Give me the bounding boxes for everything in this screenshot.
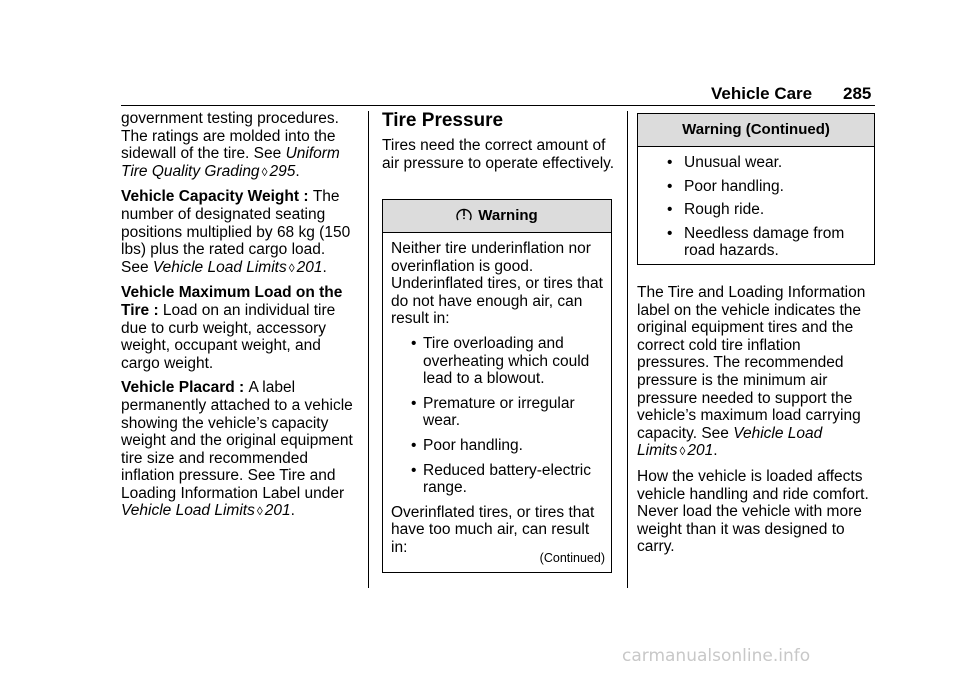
page-ref[interactable]: 201	[296, 258, 323, 276]
list-item: • Poor handling.	[411, 436, 523, 454]
ref-arrow-icon: ◊	[288, 260, 295, 275]
link-uniform-tire-quality[interactable]: Uniform Tire Quality Grading	[121, 145, 340, 180]
list-item: • Rough ride.	[667, 201, 765, 219]
bullet-icon: •	[411, 334, 417, 352]
paragraph-max-load: Vehicle Maximum Load on the Tire : Load on an individual tire due to curb weight, accessory weight, occupant weight, and cargo weight.	[121, 284, 343, 372]
bullet-icon: •	[411, 394, 417, 412]
continued-note: (Continued)	[539, 551, 605, 566]
warning-header: Warning (Continued)	[638, 114, 874, 147]
list-item: • Reduced battery-electric range.	[411, 461, 591, 497]
paragraph-intro: Tires need the correct amount of air pressure to operate effectively.	[382, 137, 615, 172]
ref-arrow-icon: ◊	[679, 444, 686, 459]
page-ref[interactable]: 295	[269, 162, 296, 180]
term: Vehicle Maximum Load on the Tire :	[121, 284, 343, 319]
warning-box	[382, 199, 612, 573]
bullet-icon: •	[667, 154, 673, 171]
ref-arrow-icon: ◊	[256, 504, 263, 519]
link-vehicle-load-limits[interactable]: Vehicle Load Limits	[121, 502, 255, 520]
term: Vehicle Capacity Weight :	[121, 188, 313, 206]
link-vehicle-load-limits[interactable]: Vehicle Load Limits	[637, 424, 823, 460]
page-ref[interactable]: 201	[687, 442, 714, 460]
bullet-icon: •	[411, 436, 417, 454]
paragraph-capacity-weight: Vehicle Capacity Weight : The number of designated seating positions multiplied by 68 kg (150 lbs) plus the rated cargo load. See Vehicle Load Limits ◊ 201.	[121, 188, 351, 276]
bullet-icon: •	[411, 461, 417, 479]
list-item: • Unusual wear.	[667, 154, 783, 171]
list-item: • Needless damage from road hazards.	[667, 224, 845, 260]
warning-icon	[456, 206, 472, 227]
ref-arrow-icon: ◊	[261, 164, 268, 179]
page-header-section: Vehicle Care	[711, 84, 813, 103]
bullet-icon: •	[667, 177, 673, 195]
column-2	[382, 110, 618, 179]
link-vehicle-load-limits[interactable]: Vehicle Load Limits	[152, 258, 287, 276]
paragraph-loading-label: The Tire and Loading Information label on the vehicle indicates the original equipment tires and the correct cold tire inflation pressures. The recommended pressure is the minimum air pressure needed to support the vehicle’s maximum load carrying capacity. See Vehicle Load Limits ◊ 201.	[637, 284, 866, 460]
warning-box-continued	[637, 113, 875, 265]
section-title: Tire Pressure	[382, 110, 504, 131]
paragraph-placard: Vehicle Placard : A label permanently attached to a vehicle showing the vehicle’s capacity weight and the original equipment tire size and recommended inflation pressure. See Tire and Loading Information Label under Vehicle Load Limits ◊ 201.	[121, 379, 353, 520]
column-1	[121, 110, 357, 528]
list-item: • Poor handling.	[667, 177, 784, 195]
warning-body	[383, 233, 611, 557]
page-number: 285	[843, 84, 872, 103]
term: Vehicle Placard :	[121, 379, 249, 397]
warning-header: Warning	[383, 200, 611, 233]
column-divider-right	[627, 111, 628, 588]
warning-text: Overinflated tires, or tires that have too much air, can result in:	[391, 503, 595, 556]
watermark: carmanualsonline.info	[622, 646, 811, 666]
list-item: • Tire overloading and overheating which could lead to a blowout.	[411, 334, 590, 388]
column-divider-left	[368, 111, 369, 588]
bullet-icon: •	[667, 201, 673, 219]
header-rule	[121, 105, 875, 106]
bullet-icon: •	[667, 224, 673, 242]
paragraph-loading: How the vehicle is loaded affects vehicle handling and ride comfort. Never load the vehicle with more weight than it was designed to carry.	[637, 467, 869, 556]
page-ref[interactable]: 201	[264, 502, 291, 520]
warning-body	[638, 147, 874, 260]
warning-text: Neither tire underinflation nor overinflation is good. Underinflated tires, or tires that do not have enough air, can result in:	[391, 240, 603, 328]
paragraph-ratings: government testing procedures. The ratings are molded into the sidewall of the tire. See Uniform Tire Quality Grading ◊ 295.	[121, 110, 340, 180]
column-3	[637, 284, 877, 563]
list-item: • Premature or irregular wear.	[411, 394, 575, 430]
